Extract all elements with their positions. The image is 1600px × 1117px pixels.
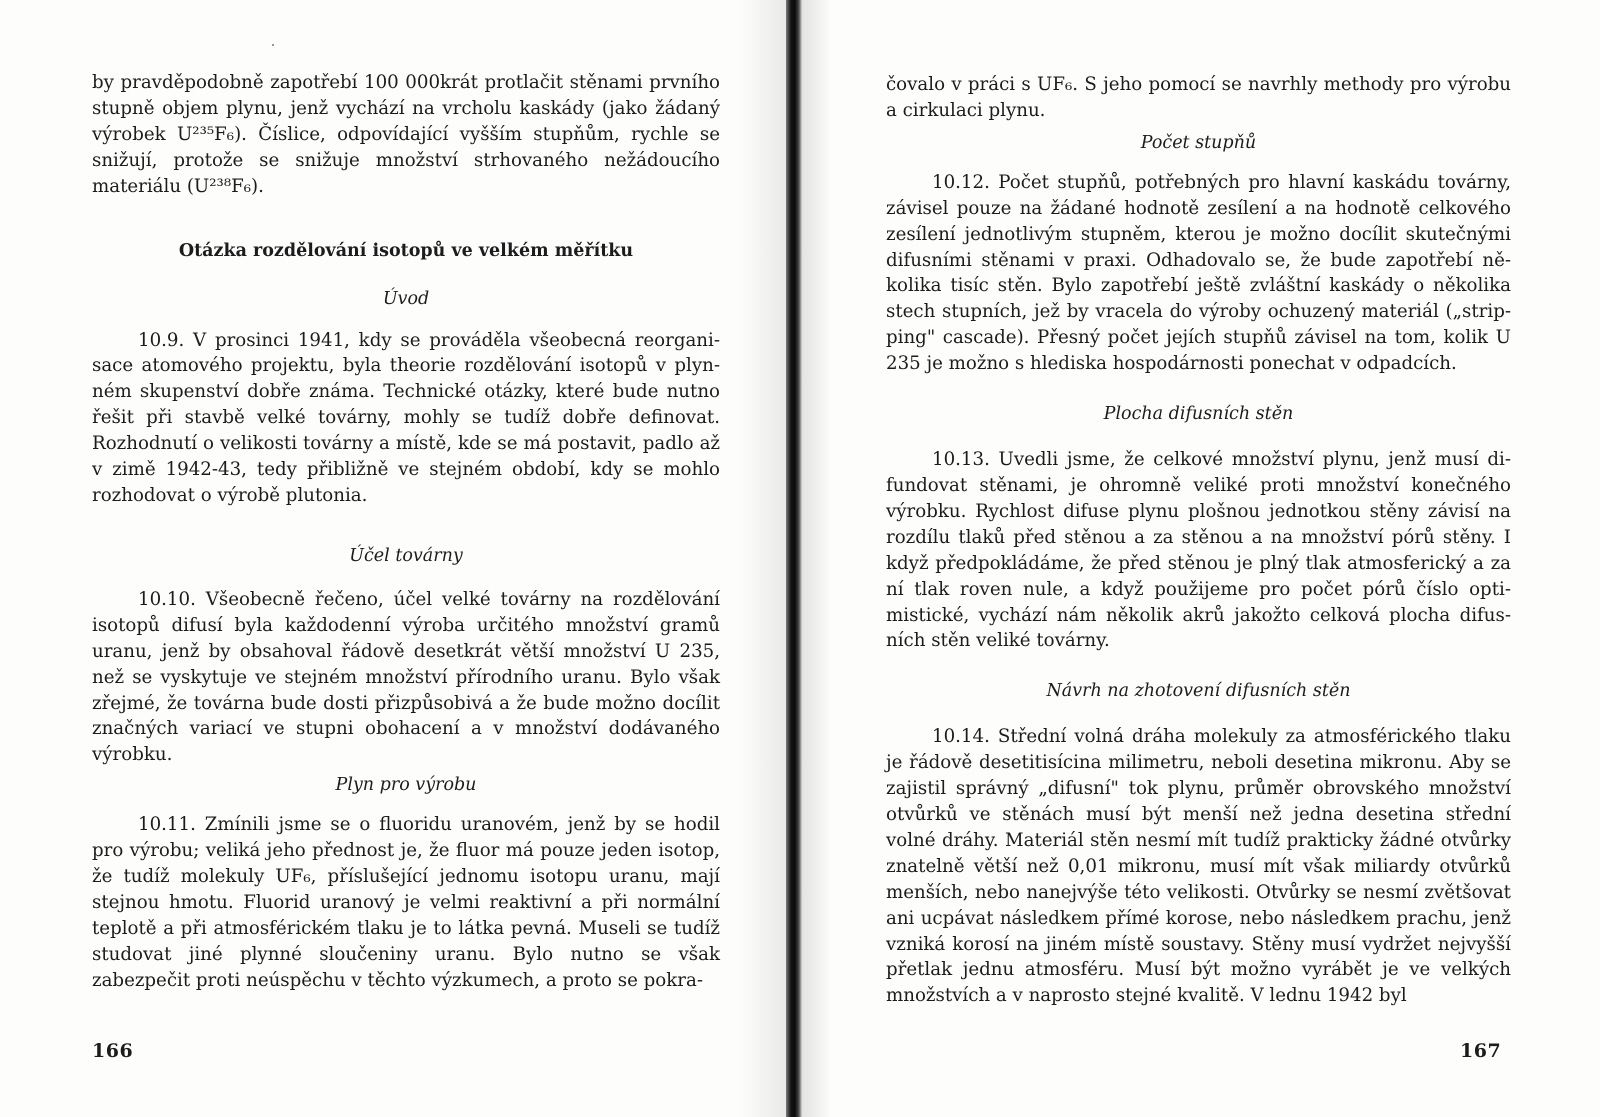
right-page bbox=[800, 0, 1600, 1117]
paragraph-10-13: 10.13. Uvedli jsme, že celkové množství plynu, jenž musí difundovat stěnami, je ohromně veliké proti množství konečného výrobku. Rychlost difuse plynu plošnou jednotkou stěny závisí na rozdílu tlaků před stěnou a za stěnou a na množství pórů stěny. I když předpokládáme, že před stěnou je plný tlak atmosferický a za ní tlak roven nule, a když použijeme pro počet pórů číslo optimistické, vychází nám několik akrů jakožto celková plocha difusních stěn veliké továrny. bbox=[886, 449, 1511, 652]
paragraph-10-9: 10.9. V prosinci 1941, kdy se prováděla všeobecná reorganisace atomového projektu, byla theorie rozdělování isotopů v plynném skupenství dobře známa. Technické otázky, které bude nutno řešit při stavbě velké továrny, mohly se tudíž dobře definovat. Rozhodnutí o velikosti továrny a místě, kde se má postavit, padlo až v zimě 1942-43, tedy přibližně ve stejném období, kdy se mohlo rozhodovat o výrobě plutonia. bbox=[92, 329, 720, 506]
right-page-text bbox=[886, 72, 1511, 1009]
paragraph-10-14: 10.14. Střední volná dráha molekuly za atmosférického tlaku je řádově desetitisícina milimetru, neboli desetina mikronu. Aby se zajistil správný „difusní" tok plynu, průměr obrovského množství otvůrků ve stěnách musí být menší než jedna desetina střední volné dráhy. Materiál stěn nesmí mít tudíž prakticky žádné otvůrky znatelně větší než 0,01 mikronu, musí mít však miliardy otvůrků menších, nebo nanejvýše této velikosti. Otvůrky se nesmí zvětšovat ani ucpávat následkem přímé korose, nebo následkem prachu, jenž vzniká korosí na jiném místě soustavy. Stěny musí vydržet nejvyšší přetlak jednu atmosféru. Musí být možno vyrábět je ve velkých množstvích a v naprosto stejné kvalitě. V lednu 1942 byl bbox=[886, 726, 1511, 1007]
paragraph-10-12: 10.12. Počet stupňů, potřebných pro hlavní kaskádu továrny, závisel pouze na žádané hodnotě zesílení a na hodnotě celkového zesílení jednotlivým stupněm, kterou je možno docílit skutečnými difusními stěnami v praxi. Odhadovalo se, že bude zapotřebí několika tisíc stěn. Bylo zapotřebí ještě zvláštní kaskády o několika stech stupních, jež by vracela do výroby ochuzený materiál („stripping" cascade). Přesný počet jejích stupňů závisel na tom, kolik U 235 je možno s hlediska hospodárnosti ponechat v odpadcích. bbox=[886, 171, 1511, 375]
subheading-navrh-na-zhotoveni: Návrh na zhotovení difusních stěn bbox=[1046, 681, 1351, 702]
speck bbox=[272, 44, 274, 46]
subheading-uvod: Úvod bbox=[382, 288, 430, 309]
left-page-text bbox=[92, 70, 720, 994]
subheading-plyn-pro-vyrobu: Plyn pro výrobu bbox=[335, 775, 477, 796]
subheading-pocet-stupnu: Počet stupňů bbox=[1140, 132, 1257, 153]
paragraph-continuation: by pravděpodobně zapotřebí 100 000krát protlačit stěnami prvního stupně objem plynu, jenž vychází na vrcholu kaskády (jako žádaný výrobek U²³⁵F₆). Číslice, odpovídající vyšším stupňům, rychle se snižují, protože se snižuje množství strhovaného nežádoucího materiálu (U²³⁸F₆). bbox=[92, 72, 720, 197]
subheading-ucel-tovarny: Účel továrny bbox=[349, 545, 463, 566]
subheading-plocha-difusnich-sten: Plocha difusních stěn bbox=[1103, 404, 1294, 425]
left-page bbox=[0, 0, 790, 1117]
gutter-shadow-left bbox=[740, 0, 786, 1117]
paragraph-10-10: 10.10. Všeobecně řečeno, účel velké továrny na rozdělování isotopů difusí byla každodenní výroba určitého množství gramů uranu, jenž by obsahoval řádově desetkrát větší množství U 235, než se vyskytuje ve stejném množství přírodního uranu. Bylo však zřejmé, že továrna bude dosti přizpůsobivá a že bude možno docílit značných variací ve stupni obohacení a v množství dodávaného výrobku. bbox=[92, 588, 720, 766]
paragraph-10-11: 10.11. Zmínili jsme se o fluoridu uranovém, jenž by se hodil pro výrobu; veliká jeho přednost je, že fluor má pouze jeden isotop, že tudíž molekuly UF₆, příslušející jednomu isotopu uranu, mají stejnou hmotu. Fluorid uranový je velmi reaktivní a při normální teplotě a při atmosférickém tlaku je to látka pevná. Museli se tudíž studovat jiné plynné sloučeniny uranu. Bylo nutno se však zabezpečit proti neúspěchu v těchto výzkumech, a proto se pokra- bbox=[92, 814, 720, 991]
page-number: 166 bbox=[92, 1040, 134, 1062]
paragraph-continuation: čovalo v práci s UF₆. S jeho pomocí se navrhly methody pro výrobu a cirkulaci plynu. bbox=[886, 74, 1511, 121]
page-number: 167 bbox=[1460, 1040, 1502, 1062]
section-heading: Otázka rozdělování isotopů ve velkém měřítku bbox=[178, 240, 634, 261]
